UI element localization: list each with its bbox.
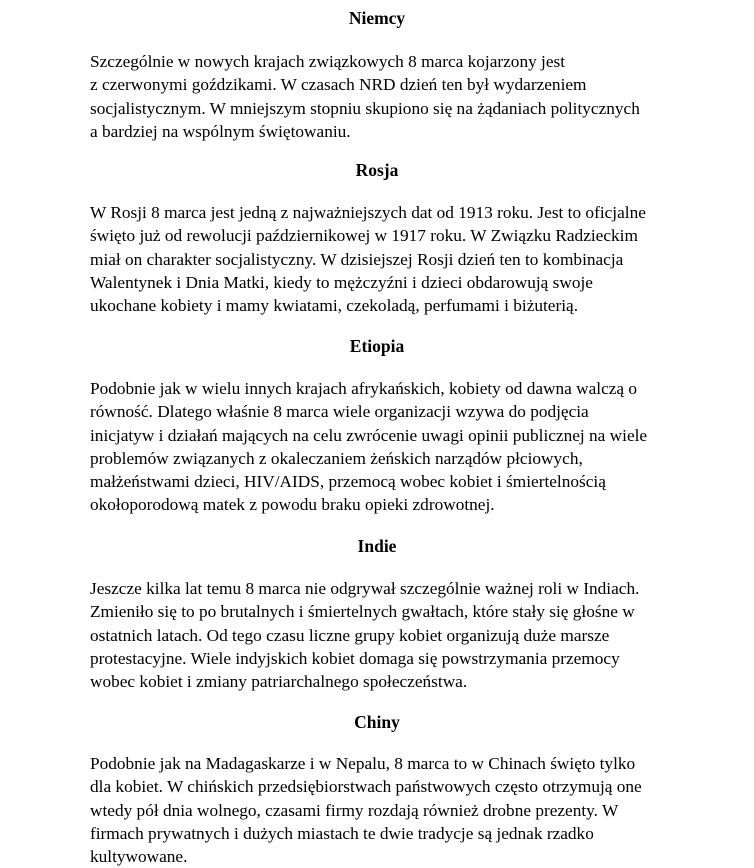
- section-paragraph-indie: [90, 577, 730, 693]
- text-line: wtedy pół dnia wolnego, czasami firmy rozdają również drobne prezenty. W: [90, 800, 619, 820]
- text-line: równość. Dlatego właśnie 8 marca wiele organizacji wzywa do podjęcia: [90, 402, 589, 422]
- text-line: okołoporodową matek z powodu braku opieki zdrowotnej.: [90, 495, 495, 515]
- section-heading-niemcy: Niemcy: [348, 8, 406, 28]
- text-line: Jeszcze kilka lat temu 8 marca nie odgrywał szczególnie ważnej roli w Indiach.: [90, 579, 640, 598]
- text-line: ukochane kobiety i mamy kwiatami, czekoladą, perfumami i biżuterią.: [90, 296, 579, 316]
- text-line: Szczególnie w nowych krajach związkowych 8 marca kojarzony jest: [90, 52, 566, 71]
- section-paragraph-etiopia: [90, 377, 730, 517]
- text-line: Podobnie jak na Madagaskarze i w Nepalu, 8 marca to w Chinach święto tylko: [90, 754, 636, 773]
- text-line: protestacyjne. Wiele indyjskich kobiet domaga się powstrzymania przemocy: [90, 648, 620, 668]
- section-heading-rosja: Rosja: [355, 160, 399, 180]
- text-line: miał on charakter socjalistyczny. W dzisiejszej Rosji dzień ten to kombinacja: [90, 249, 624, 269]
- text-line: kultywowane.: [90, 847, 188, 867]
- section-heading-chiny: Chiny: [354, 712, 400, 732]
- section-heading-etiopia: Etiopia: [349, 336, 405, 356]
- text-line: problemów związanych z okaleczaniem żeńskich narządów płciowych,: [90, 448, 583, 468]
- section-paragraph-niemcy: [90, 50, 730, 143]
- text-line: Podobnie jak w wielu innych krajach afrykańskich, kobiety od dawna walczą o: [90, 379, 638, 398]
- text-line: małżeństwami dzieci, HIV/AIDS, przemocą wobec kobiet i śmiertelnością: [90, 472, 606, 492]
- text-line: Zmieniło się to po brutalnych i śmiertelnych gwałtach, które stały się głośne w: [90, 602, 635, 622]
- text-line: dla kobiet. W chińskich przedsiębiorstwach państwowych często otrzymują one: [90, 777, 642, 797]
- section-paragraph-rosja: [90, 201, 730, 317]
- text-line: Walentynek i Dnia Matki, kiedy to mężczyźni i dzieci obdarowują swoje: [90, 272, 593, 292]
- text-line: ostatnich latach. Od tego czasu liczne grupy kobiet organizują duże marsze: [90, 625, 610, 645]
- text-line: z czerwonymi goździkami. W czasach NRD dzień ten był wydarzeniem: [90, 75, 587, 95]
- text-line: inicjatyw i działań mających na celu zwrócenie uwagi opinii publicznej na wiele: [90, 425, 648, 445]
- text-line: święto już od rewolucji październikowej w 1917 roku. W Związku Radzieckim: [90, 226, 638, 246]
- text-line: a bardziej na wspólnym świętowaniu.: [90, 121, 351, 141]
- text-line: firmach prywatnych i dużych miastach te dwie tradycje są jednak rzadko: [90, 823, 594, 843]
- section-paragraph-chiny: [90, 752, 730, 868]
- text-line: wobec kobiet i zmiany patriarchalnego społeczeństwa.: [90, 672, 468, 692]
- text-line: socjalistycznym. W mniejszym stopniu skupiono się na żądaniach politycznych: [90, 98, 640, 118]
- section-heading-indie: Indie: [357, 536, 397, 556]
- text-line: W Rosji 8 marca jest jedną z najważniejszych dat od 1913 roku. Jest to oficjalne: [90, 203, 646, 222]
